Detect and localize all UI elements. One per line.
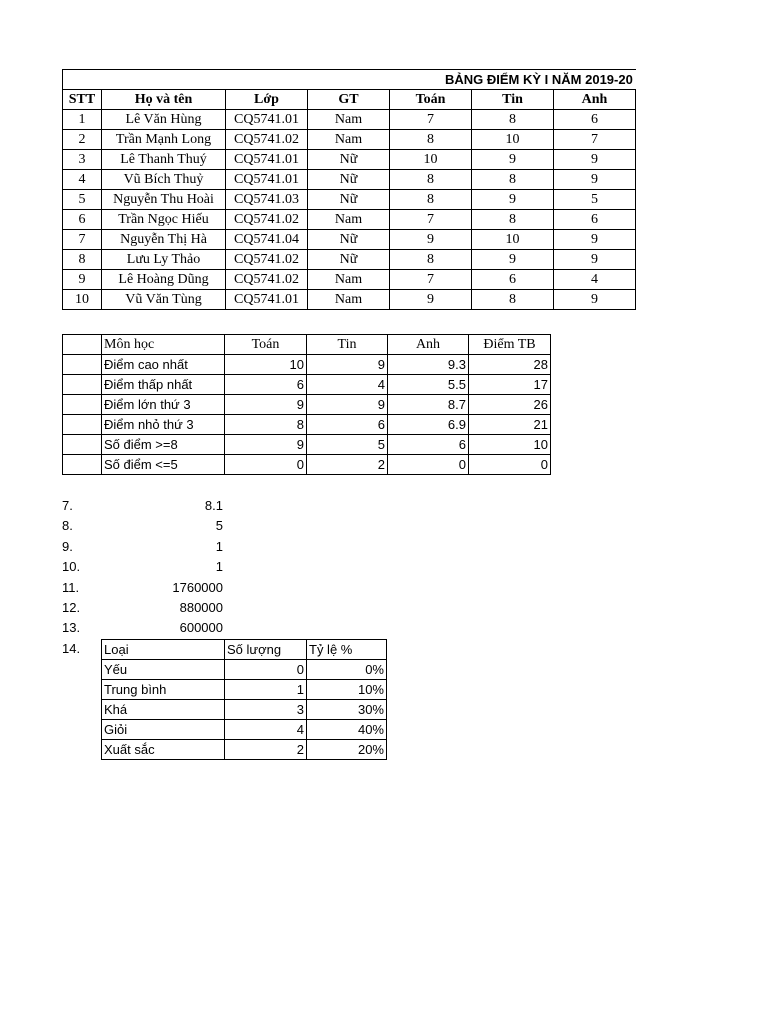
stats-cell-blank (63, 415, 102, 435)
stats-cell-it: 5 (307, 435, 388, 455)
grade-title-row (63, 70, 636, 90)
classification-cell-type: Trung bình (102, 680, 225, 700)
stats-cell-english: 0 (388, 455, 469, 475)
cell-gender: Nam (308, 290, 390, 310)
header-english: Anh (554, 90, 636, 110)
cell-gender: Nam (308, 130, 390, 150)
cell-math: 7 (390, 110, 472, 130)
cell-class: CQ5741.04 (226, 230, 308, 250)
classification-cell-count: 1 (225, 680, 307, 700)
cell-name: Lê Thanh Thuý (102, 150, 226, 170)
cell-class: CQ5741.02 (226, 250, 308, 270)
stats-cell-blank (63, 435, 102, 455)
list-item-number: 12. (62, 600, 81, 615)
table-row (63, 455, 551, 475)
classification-cell-type: Xuất sắc (102, 740, 225, 760)
classification-cell-percent: 10% (307, 680, 387, 700)
cell-name: Lê Hoàng Dũng (102, 270, 226, 290)
cell-math: 9 (390, 290, 472, 310)
grade-table-body (63, 110, 636, 310)
classification-header-type: Loại (102, 640, 225, 660)
cell-math: 8 (390, 170, 472, 190)
cell-stt: 3 (63, 150, 102, 170)
stats-cell-it: 9 (307, 355, 388, 375)
stats-cell-math: 8 (225, 415, 307, 435)
cell-class: CQ5741.01 (226, 150, 308, 170)
stats-cell-blank (63, 455, 102, 475)
header-it: Tin (472, 90, 554, 110)
stats-header-average: Điểm TB (469, 335, 551, 355)
table-row (63, 435, 551, 455)
grade-table-title: BẢNG ĐIỂM KỲ I NĂM 2019-20 (63, 70, 636, 90)
table-row (63, 250, 636, 270)
classification-cell-count: 3 (225, 700, 307, 720)
cell-math: 8 (390, 190, 472, 210)
cell-class: CQ5741.01 (226, 110, 308, 130)
cell-it: 8 (472, 110, 554, 130)
list-item-number: 10. (62, 559, 81, 575)
list-item-value: 600000 (179, 620, 223, 636)
stats-header-it: Tin (307, 335, 388, 355)
table-row (102, 740, 387, 760)
cell-stt: 8 (63, 250, 102, 270)
list-item-value: 1 (215, 538, 223, 554)
cell-class: CQ5741.02 (226, 210, 308, 230)
list-item-value: 1 (215, 559, 223, 575)
stats-cell-label: Số điểm >=8 (102, 435, 225, 455)
stats-cell-english: 6 (388, 435, 469, 455)
header-name: Họ và tên (102, 90, 226, 110)
table-row (63, 230, 636, 250)
table-row (102, 700, 387, 720)
cell-english: 4 (554, 270, 636, 290)
classification-cell-count: 0 (225, 660, 307, 680)
table-row (63, 355, 551, 375)
cell-english: 9 (554, 230, 636, 250)
table-row (63, 150, 636, 170)
classification-cell-type: Giỏi (102, 720, 225, 740)
stats-header-blank (63, 335, 102, 355)
stats-cell-label: Số điểm <=5 (102, 455, 225, 475)
stats-header-row (63, 335, 551, 355)
cell-gender: Nữ (308, 150, 390, 170)
cell-name: Vũ Văn Tùng (102, 290, 226, 310)
cell-english: 5 (554, 190, 636, 210)
classification-cell-percent: 30% (307, 700, 387, 720)
cell-stt: 7 (63, 230, 102, 250)
stats-cell-it: 9 (307, 395, 388, 415)
cell-it: 6 (472, 270, 554, 290)
cell-english: 6 (554, 210, 636, 230)
header-stt: STT (63, 90, 102, 110)
stats-cell-english: 5.5 (388, 375, 469, 395)
cell-class: CQ5741.01 (226, 290, 308, 310)
cell-math: 9 (390, 230, 472, 250)
cell-stt: 6 (63, 210, 102, 230)
table-row (63, 110, 636, 130)
cell-name: Lưu Ly Thảo (102, 250, 226, 270)
cell-english: 9 (554, 250, 636, 270)
list-item-number: 13. (62, 620, 81, 636)
table-row (63, 170, 636, 190)
stats-cell-average: 10 (469, 435, 551, 455)
classification-table (101, 639, 387, 760)
cell-english: 9 (554, 150, 636, 170)
classification-header-count: Số lượng (225, 640, 307, 660)
table-row (102, 680, 387, 700)
table-row (63, 270, 636, 290)
stats-cell-label: Điểm cao nhất (102, 355, 225, 375)
list-item-value: 880000 (179, 600, 223, 615)
cell-it: 10 (472, 230, 554, 250)
cell-name: Trần Ngọc Hiếu (102, 210, 226, 230)
stats-cell-math: 6 (225, 375, 307, 395)
classification-table-body (102, 660, 387, 760)
table-row (102, 660, 387, 680)
cell-english: 6 (554, 110, 636, 130)
cell-name: Nguyễn Thu Hoài (102, 190, 226, 210)
cell-stt: 2 (63, 130, 102, 150)
table-row (63, 395, 551, 415)
table-row (63, 190, 636, 210)
cell-math: 7 (390, 270, 472, 290)
stats-cell-label: Điểm thấp nhất (102, 375, 225, 395)
stats-cell-it: 6 (307, 415, 388, 435)
cell-stt: 5 (63, 190, 102, 210)
cell-english: 7 (554, 130, 636, 150)
table-row (63, 415, 551, 435)
list-item-value: 1760000 (172, 579, 223, 595)
table-row (63, 290, 636, 310)
cell-class: CQ5741.01 (226, 170, 308, 190)
cell-it: 8 (472, 210, 554, 230)
cell-it: 8 (472, 290, 554, 310)
list-item-number: 8. (62, 518, 73, 534)
cell-gender: Nữ (308, 190, 390, 210)
classification-cell-type: Khá (102, 700, 225, 720)
cell-class: CQ5741.03 (226, 190, 308, 210)
stats-cell-label: Điểm nhỏ thứ 3 (102, 415, 225, 435)
cell-gender: Nữ (308, 170, 390, 190)
list-item-number: 9. (62, 538, 73, 554)
grade-header-row (63, 90, 636, 110)
stats-cell-label: Điểm lớn thứ 3 (102, 395, 225, 415)
stats-cell-english: 6.9 (388, 415, 469, 435)
stats-header-english: Anh (388, 335, 469, 355)
classification-header-percent: Tỷ lệ % (307, 640, 387, 660)
cell-stt: 1 (63, 110, 102, 130)
table-row (63, 130, 636, 150)
stats-cell-math: 9 (225, 435, 307, 455)
header-math: Toán (390, 90, 472, 110)
stats-cell-average: 21 (469, 415, 551, 435)
cell-gender: Nam (308, 110, 390, 130)
cell-name: Trần Mạnh Long (102, 130, 226, 150)
cell-math: 7 (390, 210, 472, 230)
stats-table (62, 334, 551, 475)
cell-class: CQ5741.02 (226, 270, 308, 290)
cell-name: Lê Văn Hùng (102, 110, 226, 130)
cell-class: CQ5741.02 (226, 130, 308, 150)
classification-cell-percent: 40% (307, 720, 387, 740)
cell-math: 8 (390, 250, 472, 270)
header-class: Lớp (226, 90, 308, 110)
cell-gender: Nữ (308, 230, 390, 250)
cell-math: 10 (390, 150, 472, 170)
stats-cell-average: 0 (469, 455, 551, 475)
cell-english: 9 (554, 170, 636, 190)
header-gender: GT (308, 90, 390, 110)
cell-it: 10 (472, 130, 554, 150)
cell-stt: 4 (63, 170, 102, 190)
stats-cell-blank (63, 395, 102, 415)
cell-name: Vũ Bích Thuỷ (102, 170, 226, 190)
classification-cell-percent: 0% (307, 660, 387, 680)
list-item-number: 7. (62, 498, 73, 513)
stats-cell-math: 9 (225, 395, 307, 415)
classification-cell-count: 4 (225, 720, 307, 740)
stats-header-subject: Môn học (102, 335, 225, 355)
cell-gender: Nữ (308, 250, 390, 270)
cell-it: 9 (472, 190, 554, 210)
stats-cell-blank (63, 355, 102, 375)
table-row (63, 210, 636, 230)
classification-cell-percent: 20% (307, 740, 387, 760)
stats-header-math: Toán (225, 335, 307, 355)
cell-it: 8 (472, 170, 554, 190)
classification-header-row (102, 640, 387, 660)
cell-gender: Nam (308, 210, 390, 230)
list-item-number: 14. (62, 640, 81, 656)
list-item-value: 8.1 (204, 498, 223, 513)
cell-gender: Nam (308, 270, 390, 290)
stats-cell-math: 0 (225, 455, 307, 475)
stats-cell-it: 2 (307, 455, 388, 475)
stats-cell-math: 10 (225, 355, 307, 375)
stats-cell-it: 4 (307, 375, 388, 395)
stats-cell-average: 28 (469, 355, 551, 375)
stats-cell-english: 9.3 (388, 355, 469, 375)
stats-cell-blank (63, 375, 102, 395)
stats-cell-average: 26 (469, 395, 551, 415)
cell-it: 9 (472, 250, 554, 270)
classification-cell-type: Yếu (102, 660, 225, 680)
list-item-value: 5 (215, 518, 223, 534)
cell-name: Nguyễn Thị Hà (102, 230, 226, 250)
classification-cell-count: 2 (225, 740, 307, 760)
list-item-number: 11. (62, 579, 80, 595)
cell-math: 8 (390, 130, 472, 150)
table-row (63, 375, 551, 395)
stats-table-body (63, 355, 551, 475)
cell-it: 9 (472, 150, 554, 170)
grade-table (62, 69, 636, 310)
stats-cell-average: 17 (469, 375, 551, 395)
stats-cell-english: 8.7 (388, 395, 469, 415)
table-row (102, 720, 387, 740)
cell-english: 9 (554, 290, 636, 310)
cell-stt: 9 (63, 270, 102, 290)
cell-stt: 10 (63, 290, 102, 310)
